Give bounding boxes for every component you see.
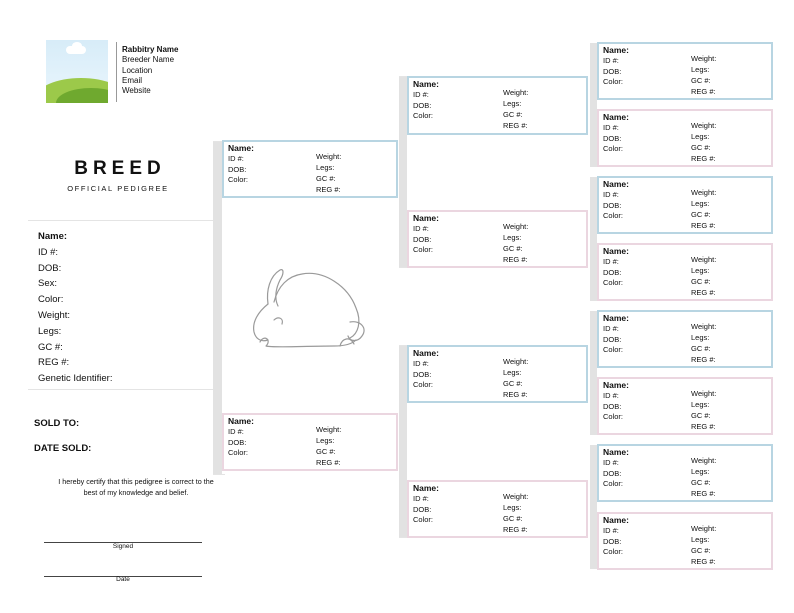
- pedigree-box-gen2-sire-sire[interactable]: [407, 76, 588, 135]
- box-id-label: ID #:: [603, 324, 619, 333]
- box-name-label: Name:: [603, 179, 629, 189]
- box-weight-label: Weight:: [503, 222, 529, 231]
- box-right-fields: [691, 254, 716, 298]
- main-legs-label: Legs:: [38, 325, 62, 337]
- location: Location: [122, 65, 153, 75]
- box-color-label: Color:: [603, 77, 624, 86]
- box-weight-label: Weight:: [691, 389, 717, 398]
- box-gc-label: GC #:: [316, 174, 336, 183]
- box-id-label: ID #:: [413, 90, 429, 99]
- box-left-fields: [413, 494, 433, 526]
- box-reg-label: REG #:: [503, 255, 528, 264]
- box-id-label: ID #:: [603, 123, 619, 132]
- box-left-fields: [603, 526, 623, 558]
- pedigree-box-gen2-dam-sire[interactable]: [407, 345, 588, 403]
- box-color-label: Color:: [603, 278, 624, 287]
- pedigree-box-gen3-3[interactable]: [597, 176, 773, 234]
- box-gc-label: GC #:: [691, 546, 711, 555]
- box-left-fields: [603, 56, 623, 88]
- main-gc-label: GC #:: [38, 341, 63, 353]
- pedigree-box-gen1-dam[interactable]: [222, 413, 398, 471]
- box-weight-label: Weight:: [503, 88, 529, 97]
- main-sex-label: Sex:: [38, 278, 58, 290]
- box-gc-label: GC #:: [316, 447, 336, 456]
- box-color-label: Color:: [603, 345, 624, 354]
- box-color-label: Color:: [413, 515, 434, 524]
- box-name-label: Name:: [413, 483, 439, 493]
- box-id-label: ID #:: [603, 458, 619, 467]
- box-left-fields: [228, 427, 248, 459]
- box-legs-label: Legs:: [316, 163, 335, 172]
- box-dob-label: DOB:: [413, 504, 432, 514]
- pedigree-box-gen2-sire-dam[interactable]: [407, 210, 588, 268]
- box-legs-label: Legs:: [316, 436, 335, 445]
- main-id-label: ID #:: [38, 246, 59, 258]
- box-gc-label: GC #:: [691, 411, 711, 420]
- box-legs-label: Legs:: [691, 535, 710, 544]
- box-legs-label: Legs:: [691, 199, 710, 208]
- box-color-label: Color:: [603, 547, 624, 556]
- box-right-fields: [691, 321, 716, 365]
- box-gc-label: GC #:: [691, 478, 711, 487]
- rabbit-illustration: [244, 262, 384, 354]
- box-legs-label: Legs:: [503, 368, 522, 377]
- box-color-label: Color:: [228, 448, 249, 457]
- box-gc-label: GC #:: [691, 210, 711, 219]
- main-animal-fields: [38, 229, 112, 387]
- box-id-label: ID #:: [603, 526, 619, 535]
- box-id-label: ID #:: [603, 190, 619, 199]
- box-gc-label: GC #:: [691, 344, 711, 353]
- box-right-fields: [691, 120, 716, 164]
- box-weight-label: Weight:: [691, 54, 717, 63]
- connector: [213, 474, 225, 475]
- box-weight-label: Weight:: [691, 524, 717, 533]
- box-right-fields: [691, 523, 716, 567]
- box-right-fields: [316, 151, 341, 195]
- pedigree-subtitle: OFFICIAL PEDIGREE: [67, 184, 169, 193]
- box-dob-label: DOB:: [603, 66, 622, 76]
- box-gc-label: GC #:: [691, 277, 711, 286]
- box-weight-label: Weight:: [691, 322, 717, 331]
- box-color-label: Color:: [603, 211, 624, 220]
- box-right-fields: [316, 424, 341, 468]
- box-dob-label: DOB:: [603, 267, 622, 277]
- gen3-bracket-3: [590, 311, 597, 435]
- box-gc-label: GC #:: [503, 514, 523, 523]
- rabbitry-logo: [46, 40, 108, 103]
- gen2-dam-bracket: [399, 345, 407, 537]
- box-legs-label: Legs:: [503, 503, 522, 512]
- box-id-label: ID #:: [603, 391, 619, 400]
- box-dob-label: DOB:: [603, 536, 622, 546]
- box-right-fields: [503, 87, 528, 131]
- box-id-label: ID #:: [413, 224, 429, 233]
- box-left-fields: [413, 224, 433, 256]
- gen3-bracket-1: [590, 43, 597, 167]
- box-name-label: Name:: [228, 143, 254, 153]
- main-weight-label: Weight:: [38, 309, 71, 321]
- signed-label: Signed: [112, 543, 134, 550]
- box-name-label: Name:: [603, 380, 629, 390]
- box-right-fields: [691, 187, 716, 231]
- main-genetic-id-label: Genetic Identifier:: [38, 373, 113, 385]
- box-color-label: Color:: [413, 380, 434, 389]
- box-weight-label: Weight:: [691, 255, 717, 264]
- main-reg-label: REG #:: [38, 357, 70, 369]
- box-dob-label: DOB:: [413, 234, 432, 244]
- box-gc-label: GC #:: [503, 379, 523, 388]
- box-reg-label: REG #:: [503, 121, 528, 130]
- box-reg-label: REG #:: [691, 557, 716, 566]
- box-reg-label: REG #:: [691, 288, 716, 297]
- box-left-fields: [603, 324, 623, 356]
- box-legs-label: Legs:: [691, 467, 710, 476]
- box-right-fields: [503, 221, 528, 265]
- box-reg-label: REG #:: [503, 525, 528, 534]
- pedigree-box-gen3-2[interactable]: [597, 109, 773, 167]
- box-reg-label: REG #:: [316, 458, 341, 467]
- box-legs-label: Legs:: [691, 65, 710, 74]
- box-right-fields: [691, 388, 716, 432]
- box-id-label: ID #:: [413, 494, 429, 503]
- box-dob-label: DOB:: [228, 164, 247, 174]
- box-legs-label: Legs:: [691, 132, 710, 141]
- box-color-label: Color:: [413, 245, 434, 254]
- box-reg-label: REG #:: [503, 390, 528, 399]
- box-left-fields: [603, 391, 623, 423]
- gen2-sire-bracket: [399, 76, 407, 268]
- date-label: Date: [116, 576, 130, 583]
- box-id-label: ID #:: [413, 359, 429, 368]
- box-reg-label: REG #:: [691, 355, 716, 364]
- box-left-fields: [603, 458, 623, 490]
- pedigree-box-gen3-6[interactable]: [597, 377, 773, 435]
- box-color-label: Color:: [603, 412, 624, 421]
- box-left-fields: [603, 123, 623, 155]
- box-weight-label: Weight:: [503, 357, 529, 366]
- box-dob-label: DOB:: [413, 100, 432, 110]
- box-name-label: Name:: [413, 79, 439, 89]
- breeder-name: Breeder Name: [122, 55, 175, 65]
- gen3-bracket-2: [590, 177, 597, 301]
- box-reg-label: REG #:: [691, 221, 716, 230]
- box-name-label: Name:: [603, 313, 629, 323]
- box-legs-label: Legs:: [503, 233, 522, 242]
- box-reg-label: REG #:: [316, 185, 341, 194]
- box-gc-label: GC #:: [503, 110, 523, 119]
- main-color-label: Color:: [38, 294, 64, 306]
- box-right-fields: [503, 356, 528, 400]
- box-name-label: Name:: [603, 246, 629, 256]
- box-id-label: ID #:: [603, 257, 619, 266]
- box-color-label: Color:: [603, 144, 624, 153]
- breed-title: BREED: [74, 158, 166, 179]
- pedigree-box-gen3-8[interactable]: [597, 512, 773, 570]
- box-weight-label: Weight:: [691, 121, 717, 130]
- rabbitry-name: Rabbitry Name: [122, 45, 179, 54]
- gen3-bracket-4: [590, 445, 597, 569]
- box-id-label: ID #:: [228, 154, 244, 163]
- box-reg-label: REG #:: [691, 422, 716, 431]
- pedigree-box-gen3-7[interactable]: [597, 444, 773, 502]
- box-legs-label: Legs:: [691, 266, 710, 275]
- box-gc-label: GC #:: [691, 143, 711, 152]
- box-dob-label: DOB:: [228, 437, 247, 447]
- box-weight-label: Weight:: [316, 152, 342, 161]
- box-weight-label: Weight:: [691, 456, 717, 465]
- box-id-label: ID #:: [603, 56, 619, 65]
- box-gc-label: GC #:: [691, 76, 711, 85]
- pedigree-box-gen3-1[interactable]: [597, 42, 773, 100]
- box-dob-label: DOB:: [603, 468, 622, 478]
- box-right-fields: [503, 491, 528, 535]
- box-left-fields: [603, 190, 623, 222]
- box-name-label: Name:: [603, 45, 629, 55]
- main-name-label: Name:: [38, 231, 68, 242]
- box-legs-label: Legs:: [503, 99, 522, 108]
- box-right-fields: [691, 455, 716, 499]
- certification-text: I hereby certify that this pedigree is correct to the best of my knowledge and belief.: [58, 477, 214, 497]
- box-dob-label: DOB:: [603, 200, 622, 210]
- box-left-fields: [228, 154, 248, 186]
- box-left-fields: [413, 359, 433, 391]
- website: Website: [122, 86, 151, 96]
- main-dob-label: DOB:: [38, 262, 62, 274]
- box-name-label: Name:: [413, 348, 439, 358]
- box-left-fields: [413, 90, 433, 122]
- pedigree-box-gen1-sire[interactable]: [222, 140, 398, 198]
- box-name-label: Name:: [603, 447, 629, 457]
- box-name-label: Name:: [413, 213, 439, 223]
- rabbitry-info: [122, 45, 178, 96]
- box-id-label: ID #:: [228, 427, 244, 436]
- box-dob-label: DOB:: [413, 369, 432, 379]
- box-color-label: Color:: [603, 479, 624, 488]
- box-dob-label: DOB:: [603, 133, 622, 143]
- box-reg-label: REG #:: [691, 489, 716, 498]
- box-weight-label: Weight:: [316, 425, 342, 434]
- pedigree-box-gen3-4[interactable]: [597, 243, 773, 301]
- pedigree-box-gen2-dam-dam[interactable]: [407, 480, 588, 538]
- box-reg-label: REG #:: [691, 87, 716, 96]
- box-dob-label: DOB:: [603, 401, 622, 411]
- box-name-label: Name:: [603, 515, 629, 525]
- box-left-fields: [603, 257, 623, 289]
- box-color-label: Color:: [413, 111, 434, 120]
- email: Email: [122, 75, 143, 85]
- date-sold-label: DATE SOLD:: [34, 443, 92, 454]
- box-reg-label: REG #:: [691, 154, 716, 163]
- box-weight-label: Weight:: [503, 492, 529, 501]
- box-gc-label: GC #:: [503, 244, 523, 253]
- box-color-label: Color:: [228, 175, 249, 184]
- box-dob-label: DOB:: [603, 334, 622, 344]
- box-weight-label: Weight:: [691, 188, 717, 197]
- box-legs-label: Legs:: [691, 400, 710, 409]
- gen1-bracket: [213, 141, 222, 475]
- box-right-fields: [691, 53, 716, 97]
- sold-to-label: SOLD TO:: [34, 418, 80, 429]
- header-divider: [116, 42, 117, 102]
- box-name-label: Name:: [228, 416, 254, 426]
- pedigree-box-gen3-5[interactable]: [597, 310, 773, 368]
- box-legs-label: Legs:: [691, 333, 710, 342]
- box-name-label: Name:: [603, 112, 629, 122]
